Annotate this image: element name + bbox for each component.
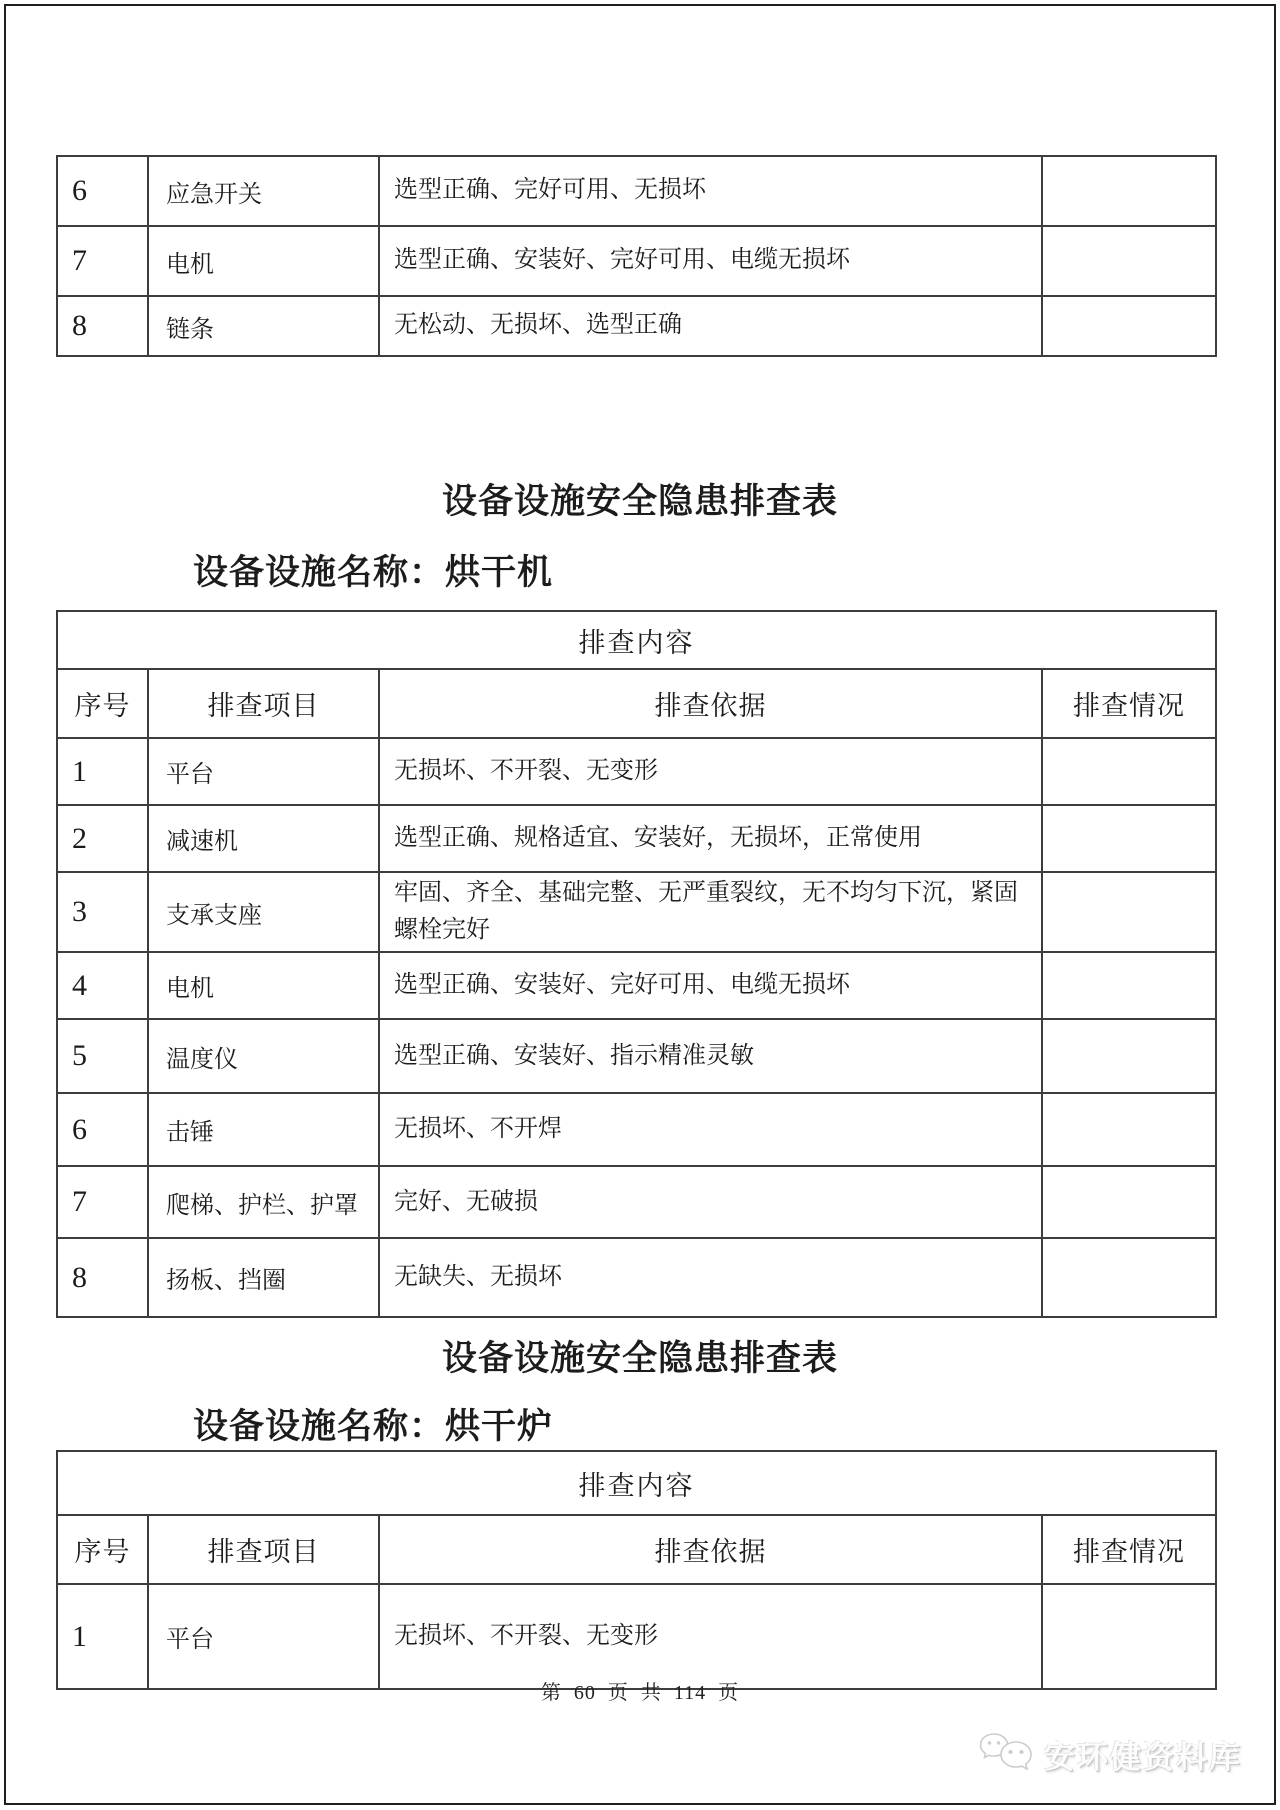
inspection-basis-cell: 无松动、无损坏、选型正确 — [379, 296, 1042, 356]
table-row — [57, 1584, 1216, 1689]
inspection-item-cell: 链条 — [148, 296, 379, 356]
table-row — [57, 1166, 1216, 1238]
watermark — [978, 1730, 1242, 1779]
inspection-status-cell — [1042, 296, 1216, 356]
row-number-cell: 2 — [57, 805, 148, 872]
column-header-status: 排查情况 — [1042, 669, 1216, 738]
inspection-basis-cell: 牢固、齐全、基础完整、无严重裂纹，无不均匀下沉，紧固螺栓完好 — [379, 872, 1042, 952]
inspection-status-cell — [1042, 1584, 1216, 1689]
column-header-item: 排查项目 — [148, 1515, 379, 1584]
inspection-basis-cell: 选型正确、完好可用、无损坏 — [379, 156, 1042, 226]
inspection-basis-cell: 无损坏、不开焊 — [379, 1093, 1042, 1166]
inspection-status-cell — [1042, 1093, 1216, 1166]
table1-column-header-row — [57, 669, 1216, 738]
section1-inspection-table — [56, 610, 1217, 1318]
wechat-logo-icon — [978, 1730, 1036, 1779]
inspection-basis-cell: 无损坏、不开裂、无变形 — [379, 738, 1042, 805]
inspection-basis-cell: 完好、无破损 — [379, 1166, 1042, 1238]
inspection-basis-cell: 选型正确、安装好、指示精准灵敏 — [379, 1019, 1042, 1093]
column-header-no: 序号 — [57, 1515, 148, 1584]
table2-column-header-row — [57, 1515, 1216, 1584]
inspection-basis-cell: 无缺失、无损坏 — [379, 1238, 1042, 1317]
row-number-cell: 4 — [57, 952, 148, 1019]
inspection-status-cell — [1042, 1238, 1216, 1317]
column-header-status: 排查情况 — [1042, 1515, 1216, 1584]
table-row — [57, 296, 1216, 356]
inspection-status-cell — [1042, 1019, 1216, 1093]
column-header-basis: 排查依据 — [379, 1515, 1042, 1584]
row-number-cell: 7 — [57, 1166, 148, 1238]
page-number: 第 60 页 共 114 页 — [540, 1682, 740, 1704]
inspection-item-cell: 电机 — [148, 226, 379, 296]
row-number-cell: 6 — [57, 156, 148, 226]
table2-span-header-row — [57, 1451, 1216, 1515]
table1-span-header: 排查内容 — [57, 611, 1216, 669]
inspection-status-cell — [1042, 156, 1216, 226]
inspection-status-cell — [1042, 872, 1216, 952]
inspection-item-cell: 电机 — [148, 952, 379, 1019]
inspection-item-cell: 温度仪 — [148, 1019, 379, 1093]
inspection-item-cell: 减速机 — [148, 805, 379, 872]
row-number-cell: 6 — [57, 1093, 148, 1166]
inspection-basis-cell: 选型正确、安装好、完好可用、电缆无损坏 — [379, 952, 1042, 1019]
section1-subtitle: 设备设施名称：烘干机 — [193, 553, 554, 592]
row-number-cell: 7 — [57, 226, 148, 296]
table2-span-header: 排查内容 — [57, 1451, 1216, 1515]
inspection-item-cell: 平台 — [148, 1584, 379, 1689]
table-row — [57, 1019, 1216, 1093]
inspection-status-cell — [1042, 805, 1216, 872]
row-number-cell: 5 — [57, 1019, 148, 1093]
inspection-item-cell: 支承支座 — [148, 872, 379, 952]
table-row — [57, 952, 1216, 1019]
carryover-inspection-table — [56, 155, 1217, 357]
inspection-status-cell — [1042, 1166, 1216, 1238]
table-row — [57, 1238, 1216, 1317]
inspection-item-cell: 平台 — [148, 738, 379, 805]
column-header-item: 排查项目 — [148, 669, 379, 738]
table-row — [57, 1093, 1216, 1166]
table-row — [57, 226, 1216, 296]
inspection-status-cell — [1042, 952, 1216, 1019]
row-number-cell: 8 — [57, 296, 148, 356]
inspection-status-cell — [1042, 226, 1216, 296]
section2-title: 设备设施安全隐患排查表 — [441, 1339, 838, 1378]
watermark-text: 安环健资料库 — [1044, 1740, 1242, 1775]
inspection-item-cell: 击锤 — [148, 1093, 379, 1166]
table-row — [57, 872, 1216, 952]
table-row — [57, 738, 1216, 805]
table1-span-header-row — [57, 611, 1216, 669]
column-header-basis: 排查依据 — [379, 669, 1042, 738]
section2-subtitle: 设备设施名称：烘干炉 — [193, 1407, 554, 1446]
row-number-cell: 3 — [57, 872, 148, 952]
inspection-basis-cell: 选型正确、规格适宜、安装好，无损坏，正常使用 — [379, 805, 1042, 872]
column-header-no: 序号 — [57, 669, 148, 738]
inspection-item-cell: 爬梯、护栏、护罩 — [148, 1166, 379, 1238]
inspection-item-cell: 应急开关 — [148, 156, 379, 226]
inspection-status-cell — [1042, 738, 1216, 805]
section2-inspection-table — [56, 1450, 1217, 1690]
inspection-basis-cell: 无损坏、不开裂、无变形 — [379, 1584, 1042, 1689]
section1-title: 设备设施安全隐患排查表 — [441, 482, 838, 521]
table-row — [57, 805, 1216, 872]
inspection-item-cell: 扬板、挡圈 — [148, 1238, 379, 1317]
row-number-cell: 8 — [57, 1238, 148, 1317]
inspection-basis-cell: 选型正确、安装好、完好可用、电缆无损坏 — [379, 226, 1042, 296]
row-number-cell: 1 — [57, 1584, 148, 1689]
row-number-cell: 1 — [57, 738, 148, 805]
table-row — [57, 156, 1216, 226]
